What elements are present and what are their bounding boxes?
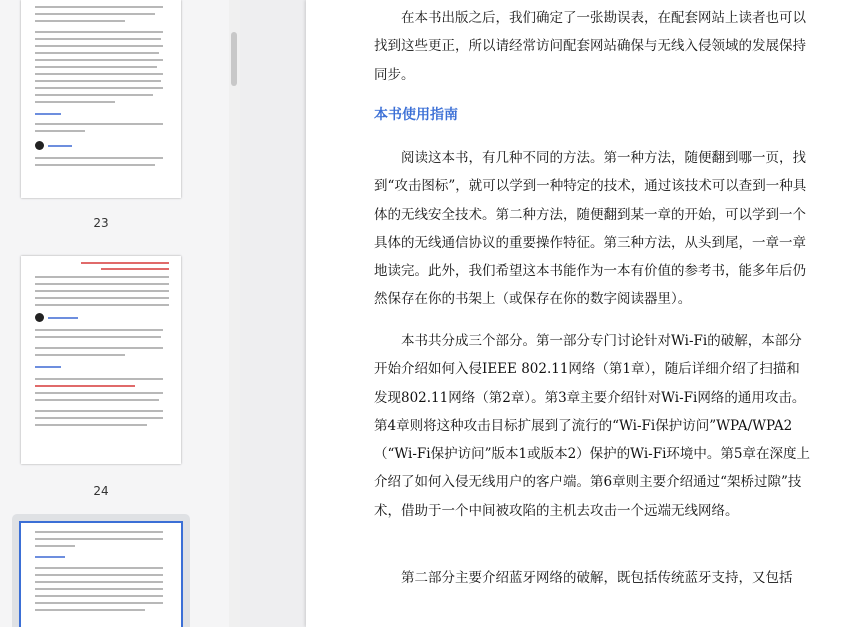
thumbnail-image [21,256,181,464]
section-heading: 本书使用指南 [374,107,458,123]
thumbnail-image [21,523,181,627]
thumbnail-page-24[interactable] [12,248,190,498]
thumbnail-sidebar [0,0,241,627]
paragraph-part-one: 本书共分成三个部分。第一部分专门讨论针对Wi-Fi的破解，本部分开始介绍如何入侵IEEE 802.11网络（第1章），随后详细介绍了扫描和发现802.11网络（第2章）。第3章主要介绍针对Wi-Fi网络的通用攻击。第4章则将这种攻击目标扩展到了流行的“Wi-Fi保护访问”WPA/WPA2（“Wi-Fi保护访问”版本1或版本2）保护的Wi-Fi环境中。第5章在深度上介绍了如何入侵无线用户的客户端。第6章则主要介绍通过“架桥过隙”技术，借助于一个中间被攻陷的主机去攻击一个远端无线网络。 [374,333,810,519]
sidebar-scrollbar-thumb[interactable] [231,32,237,86]
thumbnail-page-number: 24 [93,484,109,498]
paragraph-part-two: 第二部分主要介绍蓝牙网络的破解，既包括传统蓝牙支持，又包括 [374,570,793,586]
thumbnail-page-23[interactable] [12,0,190,230]
paragraph-errata: 在本书出版之后，我们确定了一张勘误表，在配套网站上读者也可以找到这些更正，所以请经常访问配套网站确保与无线入侵领域的发展保持同步。 [374,10,806,83]
viewer-gutter [240,0,306,627]
thumbnail-page-number: 23 [93,216,109,230]
document-page [306,0,854,627]
paragraph-how-to-read: 阅读这本书，有几种不同的方法。第一种方法，随便翻到哪一页，找到“攻击图标”，就可以学到一种特定的技术，通过该技术可以查到一种具体的无线安全技术。第二种方法，随便翻到某一章的开始，可以学到一个具体的无线通信协议的重要操作特征。第三种方法，从头到尾，一章一章地读完。此外，我们希望这本书能作为一本有价值的参考书，能多年后仍然保存在你的书架上（或保存在你的数字阅读器里）。 [374,150,807,308]
sidebar-scrollbar[interactable] [229,0,240,627]
thumbnail-page-25[interactable] [12,514,190,627]
thumbnail-image [21,0,181,198]
